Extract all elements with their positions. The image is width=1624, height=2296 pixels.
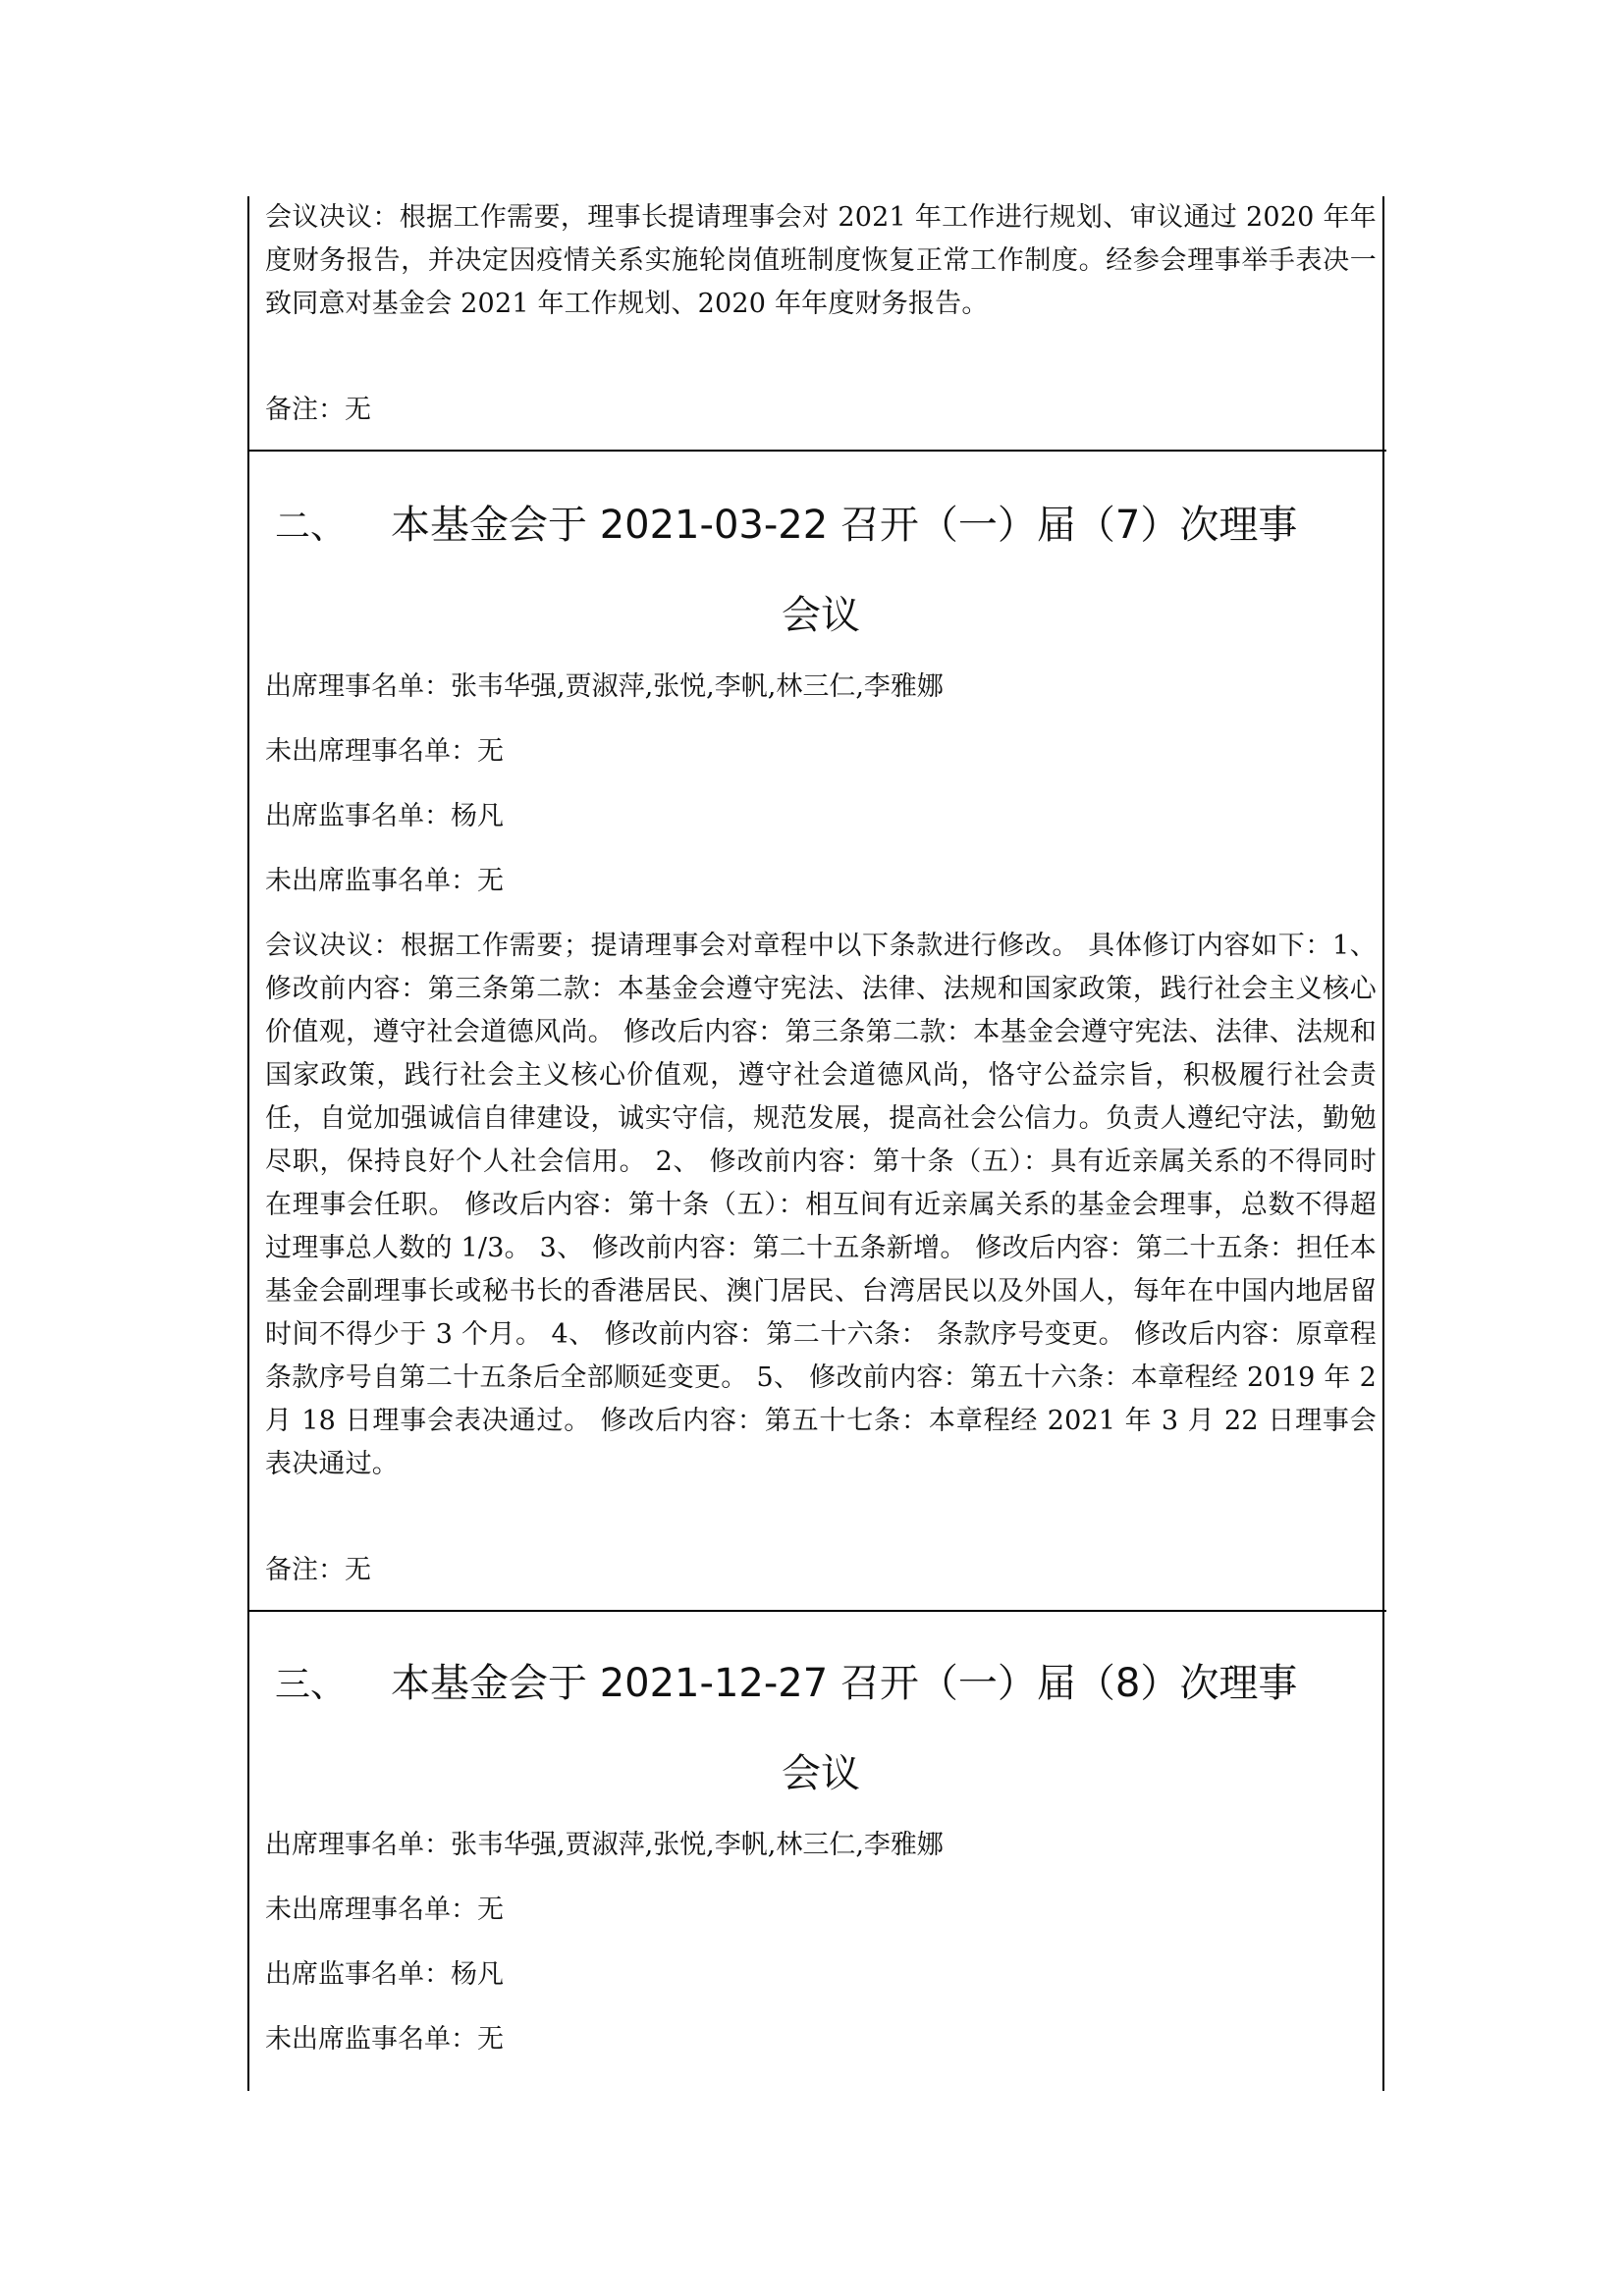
section2-remark: 备注：无 bbox=[265, 1555, 371, 1585]
row-divider bbox=[247, 450, 1386, 452]
section2-title-line2: 会议 bbox=[782, 593, 860, 638]
section1-resolution-block bbox=[265, 196, 1377, 326]
section2-attending-supervisors: 出席监事名单：杨凡 bbox=[265, 801, 504, 831]
section3-title-line1: 本基金会于 2021-12-27 召开（一）届（8）次理事 bbox=[391, 1661, 1298, 1706]
section2-resolution-block bbox=[265, 925, 1377, 1486]
section2-absent-directors: 未出席理事名单：无 bbox=[265, 736, 504, 767]
row-divider bbox=[247, 1610, 1386, 1612]
section1-resolution: 会议决议：根据工作需要，理事长提请理事会对 2021 年工作进行规划、审议通过 2020 年年度财务报告，并决定因疫情关系实施轮岗值班制度恢复正常工作制度。经参会理事举手表决一致同意对基金会 2021 年工作规划、2020 年年度财务报告。 bbox=[265, 202, 1377, 319]
section3-absent-directors: 未出席理事名单：无 bbox=[265, 1895, 504, 1925]
section2-number: 二、 bbox=[275, 507, 347, 547]
section1-remark: 备注：无 bbox=[265, 395, 371, 425]
section2-resolution: 会议决议：根据工作需要；提请理事会对章程中以下条款进行修改。 具体修订内容如下：1、 修改前内容：第三条第二款：本基金会遵守宪法、法律、法规和国家政策，践行社会主义核心价值观，遵守社会道德风尚。 修改后内容：第三条第二款：本基金会遵守宪法、法律、法规和国家政策，践行社会主义核心价值观，遵守社会道德风尚，恪守公益宗旨，积极履行社会责任，自觉加强诚信自律建设，诚实守信，规范发展，提高社会公信力。负责人遵纪守法，勤勉尽职，保持良好个人社会信用。 2、 修改前内容：第十条（五）：具有近亲属关系的不得同时在理事会任职。 修改后内容：第十条（五）：相互间有近亲属关系的基金会理事，总数不得超过理事总人数的 1/3。 3、 修改前内容：第二十五条新增。 修改后内容：第二十五条：担任本基金会副理事长或秘书长的香港居民、澳门居民、台湾居民以及外国人，每年在中国内地居留时间不得少于 3 个月。 4、 修改前内容：第二十六条： 条款序号变更。 修改后内容：原章程条款序号自第二十五条后全部顺延变更。 5、 修改前内容：第五十六条：本章程经 2019 年 2 月 18 日理事会表决通过。 修改后内容：第五十七条：本章程经 2021 年 3 月 22 日理事会表决通过。 bbox=[265, 931, 1377, 1479]
section3-heading bbox=[265, 1639, 1377, 1818]
section3-title-line2: 会议 bbox=[782, 1751, 860, 1796]
section3-attending-supervisors: 出席监事名单：杨凡 bbox=[265, 1959, 504, 1990]
section2-absent-supervisors: 未出席监事名单：无 bbox=[265, 866, 504, 896]
section2-attending-directors: 出席理事名单：张韦华强,贾淑萍,张悦,李帆,林三仁,李雅娜 bbox=[265, 671, 944, 702]
section3-number: 三、 bbox=[275, 1665, 347, 1705]
section3-absent-supervisors: 未出席监事名单：无 bbox=[265, 2024, 504, 2055]
section3-attending-directors: 出席理事名单：张韦华强,贾淑萍,张悦,李帆,林三仁,李雅娜 bbox=[265, 1830, 944, 1860]
section2-title-line1: 本基金会于 2021-03-22 召开（一）届（7）次理事 bbox=[391, 503, 1298, 548]
section2-heading bbox=[265, 481, 1377, 660]
